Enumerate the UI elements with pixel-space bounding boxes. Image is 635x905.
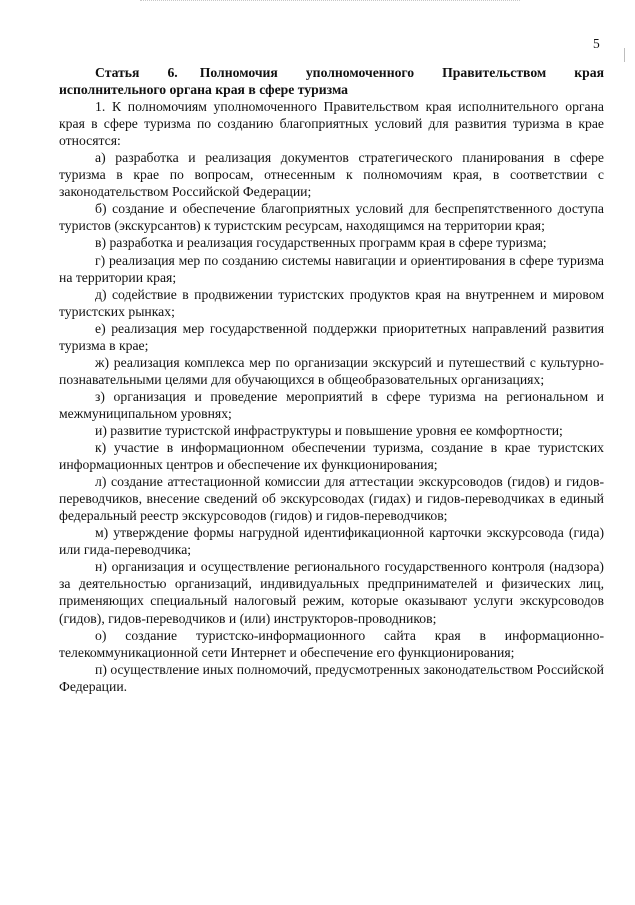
document-body (59, 64, 604, 695)
list-item: и) развитие туристской инфраструктуры и повышение уровня ее комфортности; (95, 422, 563, 438)
page-number: 5 (593, 36, 600, 51)
list-item: н) организация и осуществление регионального государственного контроля (надзора) за деятельностью организаций, индивидуальных предпринимателей и физических лиц, применяющих специальный налоговый режим, которые оказывают услуги экскурсоводов (гидов), гидов-переводчиков и (или) инструкторов-проводников; (59, 559, 604, 626)
list-item: п) осуществление иных полномочий, предусмотренных законодательством Российской Федерации. (59, 661, 604, 694)
item-list (59, 149, 604, 695)
list-item: е) реализация мер государственной поддержки приоритетных направлений развития туризма в крае; (59, 320, 604, 353)
list-item: л) создание аттестационной комиссии для аттестации экскурсоводов (гидов) и гидов-переводчиков, внесение сведений об экскурсоводах (гидах) и гидов-переводчиках в единый федеральный реестр экскурсоводов (гидов) и гидов-переводчиков; (59, 474, 604, 524)
list-item: а) разработка и реализация документов стратегического планирования в сфере туризма в крае по вопросам, отнесенным к полномочиям края, в соответствии с законодательством Российской Федерации; (59, 150, 604, 200)
list-item: г) реализация мер по созданию системы навигации и ориентирования в сфере туризма на территории края; (59, 252, 604, 285)
list-item: в) разработка и реализация государственных программ края в сфере туризма; (95, 235, 547, 251)
article-title: Полномочия уполномоченного Правительством края исполнительного органа края в сфере туризма (59, 65, 604, 98)
list-item: к) участие в информационном обеспечении туризма, создание в крае туристских информационных центров и обеспечение их функционирования; (59, 440, 604, 473)
intro-paragraph: 1. К полномочиям уполномоченного Правительством края исполнительного органа края в сфере туризма по созданию благоприятных условий для развития туризма в крае относятся: (59, 99, 604, 149)
list-item: о) создание туристско-информационного сайта края в информационно-телекоммуникационной сети Интернет и обеспечение его функционирования; (59, 627, 604, 660)
list-item: д) содействие в продвижении туристских продуктов края на внутреннем и мировом туристских рынках; (59, 286, 604, 319)
scan-artifact-right (624, 48, 625, 62)
list-item: м) утверждение формы нагрудной идентификационной карточки экскурсовода (гида) или гида-переводчика; (59, 525, 604, 558)
article-label: Статья 6. (95, 65, 178, 80)
list-item: б) создание и обеспечение благоприятных условий для беспрепятственного доступа туристов (экскурсантов) к туристским ресурсам, находящимся на территории края; (59, 201, 604, 234)
article-heading (59, 64, 604, 98)
list-item: з) организация и проведение мероприятий в сфере туризма на региональном и межмуниципальном уровнях; (59, 388, 604, 421)
list-item: ж) реализация комплекса мер по организации экскурсий и путешествий с культурно-познавательными целями для обучающихся в общеобразовательных организациях; (59, 354, 604, 387)
scan-artifact-top (140, 0, 520, 3)
